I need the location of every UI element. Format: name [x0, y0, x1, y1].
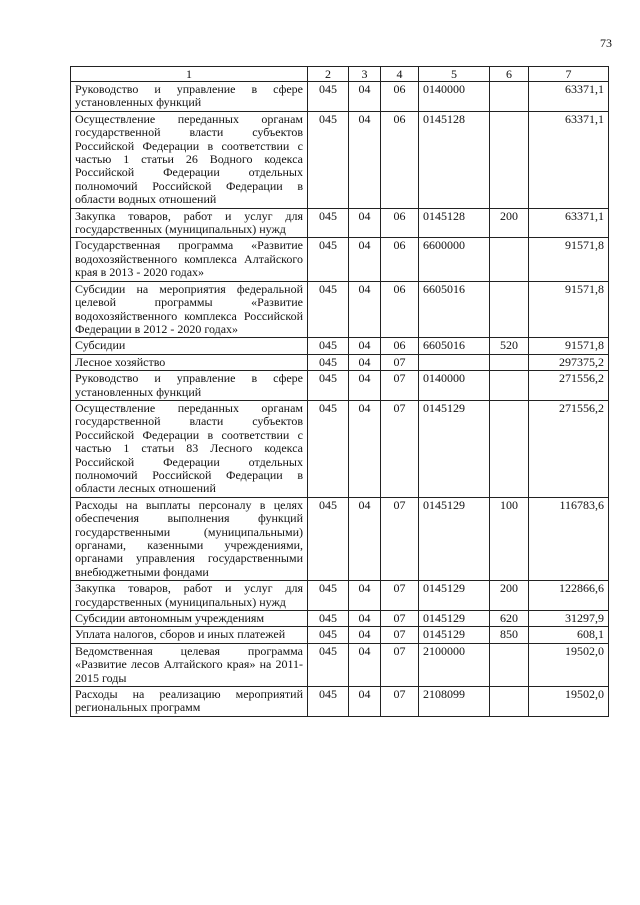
- target-code-cell: 6605016: [419, 281, 490, 338]
- table-row: [71, 238, 609, 281]
- expense-type-cell: [490, 643, 529, 686]
- subsection-code-cell: 07: [381, 687, 419, 717]
- target-code-cell: 0145128: [419, 111, 490, 208]
- table-row: [71, 643, 609, 686]
- expense-type-cell: [490, 82, 529, 112]
- header-cell: 7: [529, 67, 609, 82]
- amount-cell: 19502,0: [529, 643, 609, 686]
- amount-cell: 19502,0: [529, 687, 609, 717]
- target-code-cell: 0145129: [419, 627, 490, 643]
- expense-type-cell: [490, 111, 529, 208]
- amount-cell: 63371,1: [529, 82, 609, 112]
- expense-type-cell: 520: [490, 338, 529, 354]
- target-code-cell: 0145129: [419, 400, 490, 497]
- target-code-cell: 0140000: [419, 371, 490, 401]
- ministry-code-cell: 045: [308, 82, 349, 112]
- header-cell: 6: [490, 67, 529, 82]
- target-code-cell: 6605016: [419, 338, 490, 354]
- target-code-cell: 0145129: [419, 611, 490, 627]
- ministry-code-cell: 045: [308, 371, 349, 401]
- section-code-cell: 04: [349, 238, 381, 281]
- row-name-cell: Расходы на реализацию мероприятий региональных программ: [71, 687, 308, 717]
- ministry-code-cell: 045: [308, 627, 349, 643]
- table-row: [71, 687, 609, 717]
- target-code-cell: 0145129: [419, 497, 490, 580]
- ministry-code-cell: 045: [308, 281, 349, 338]
- section-code-cell: 04: [349, 354, 381, 370]
- subsection-code-cell: 07: [381, 643, 419, 686]
- subsection-code-cell: 07: [381, 400, 419, 497]
- amount-cell: 122866,6: [529, 581, 609, 611]
- ministry-code-cell: 045: [308, 354, 349, 370]
- row-name-cell: Закупка товаров, работ и услуг для государственных (муниципальных) нужд: [71, 208, 308, 238]
- target-code-cell: 0145129: [419, 581, 490, 611]
- table-row: [71, 208, 609, 238]
- header-cell: 1: [71, 67, 308, 82]
- target-code-cell: 0145128: [419, 208, 490, 238]
- section-code-cell: 04: [349, 82, 381, 112]
- subsection-code-cell: 06: [381, 238, 419, 281]
- amount-cell: 63371,1: [529, 208, 609, 238]
- subsection-code-cell: 07: [381, 627, 419, 643]
- amount-cell: 91571,8: [529, 238, 609, 281]
- table-row: [71, 581, 609, 611]
- table-row: [71, 338, 609, 354]
- ministry-code-cell: 045: [308, 400, 349, 497]
- expense-type-cell: [490, 687, 529, 717]
- table-row: [71, 281, 609, 338]
- table-row: [71, 611, 609, 627]
- section-code-cell: 04: [349, 281, 381, 338]
- amount-cell: 91571,8: [529, 338, 609, 354]
- amount-cell: 31297,9: [529, 611, 609, 627]
- expense-type-cell: 100: [490, 497, 529, 580]
- ministry-code-cell: 045: [308, 238, 349, 281]
- table-row: [71, 82, 609, 112]
- section-code-cell: 04: [349, 371, 381, 401]
- expense-type-cell: [490, 400, 529, 497]
- expense-type-cell: [490, 281, 529, 338]
- ministry-code-cell: 045: [308, 497, 349, 580]
- target-code-cell: 2108099: [419, 687, 490, 717]
- table-row: [71, 111, 609, 208]
- row-name-cell: Осуществление переданных органам государственной власти субъектов Российской Федерации в соответствии с частью 1 статьи 26 Водного кодекса Российской Федерации отдельных полномочий Российской Федерации в области водных отношений: [71, 111, 308, 208]
- section-code-cell: 04: [349, 581, 381, 611]
- amount-cell: 608,1: [529, 627, 609, 643]
- target-code-cell: [419, 354, 490, 370]
- row-name-cell: Ведомственная целевая программа «Развитие лесов Алтайского края» на 2011-2015 годы: [71, 643, 308, 686]
- subsection-code-cell: 07: [381, 371, 419, 401]
- row-name-cell: Субсидии на мероприятия федеральной целевой программы «Развитие водохозяйственного комплекса Российской Федерации в 2012 - 2020 годах»: [71, 281, 308, 338]
- expense-type-cell: 620: [490, 611, 529, 627]
- expense-type-cell: 200: [490, 581, 529, 611]
- section-code-cell: 04: [349, 111, 381, 208]
- header-cell: 5: [419, 67, 490, 82]
- ministry-code-cell: 045: [308, 687, 349, 717]
- target-code-cell: 0140000: [419, 82, 490, 112]
- subsection-code-cell: 06: [381, 281, 419, 338]
- page-number: 73: [600, 36, 612, 50]
- expense-type-cell: [490, 371, 529, 401]
- section-code-cell: 04: [349, 208, 381, 238]
- expense-type-cell: 850: [490, 627, 529, 643]
- section-code-cell: 04: [349, 338, 381, 354]
- amount-cell: 297375,2: [529, 354, 609, 370]
- section-code-cell: 04: [349, 627, 381, 643]
- row-name-cell: Субсидии: [71, 338, 308, 354]
- section-code-cell: 04: [349, 400, 381, 497]
- amount-cell: 63371,1: [529, 111, 609, 208]
- subsection-code-cell: 07: [381, 611, 419, 627]
- row-name-cell: Руководство и управление в сфере установленных функций: [71, 371, 308, 401]
- expense-type-cell: [490, 238, 529, 281]
- section-code-cell: 04: [349, 643, 381, 686]
- subsection-code-cell: 07: [381, 497, 419, 580]
- budget-table: [70, 66, 609, 717]
- row-name-cell: Расходы на выплаты персоналу в целях обеспечения выполнения функций государственными (муниципальными) органами, казенными учреждениями, органами управления государственными внебюджетными фондами: [71, 497, 308, 580]
- row-name-cell: Руководство и управление в сфере установленных функций: [71, 82, 308, 112]
- subsection-code-cell: 07: [381, 581, 419, 611]
- ministry-code-cell: 045: [308, 611, 349, 627]
- expense-type-cell: [490, 354, 529, 370]
- header-cell: 2: [308, 67, 349, 82]
- header-row: [71, 67, 609, 82]
- header-cell: 3: [349, 67, 381, 82]
- ministry-code-cell: 045: [308, 643, 349, 686]
- subsection-code-cell: 06: [381, 208, 419, 238]
- section-code-cell: 04: [349, 687, 381, 717]
- expense-type-cell: 200: [490, 208, 529, 238]
- row-name-cell: Субсидии автономным учреждениям: [71, 611, 308, 627]
- ministry-code-cell: 045: [308, 581, 349, 611]
- row-name-cell: Государственная программа «Развитие водохозяйственного комплекса Алтайского края в 2013 - 2020 годах»: [71, 238, 308, 281]
- row-name-cell: Уплата налогов, сборов и иных платежей: [71, 627, 308, 643]
- ministry-code-cell: 045: [308, 338, 349, 354]
- row-name-cell: Закупка товаров, работ и услуг для государственных (муниципальных) нужд: [71, 581, 308, 611]
- amount-cell: 271556,2: [529, 371, 609, 401]
- header-cell: 4: [381, 67, 419, 82]
- section-code-cell: 04: [349, 497, 381, 580]
- amount-cell: 116783,6: [529, 497, 609, 580]
- target-code-cell: 6600000: [419, 238, 490, 281]
- subsection-code-cell: 06: [381, 82, 419, 112]
- row-name-cell: Осуществление переданных органам государственной власти субъектов Российской Федерации в соответствии с частью 1 статьи 83 Лесного кодекса Российской Федерации отдельных полномочий Российской Федерации в области лесных отношений: [71, 400, 308, 497]
- table-row: [71, 627, 609, 643]
- subsection-code-cell: 07: [381, 354, 419, 370]
- table-row: [71, 371, 609, 401]
- subsection-code-cell: 06: [381, 338, 419, 354]
- table-row: [71, 354, 609, 370]
- table-row: [71, 497, 609, 580]
- ministry-code-cell: 045: [308, 111, 349, 208]
- ministry-code-cell: 045: [308, 208, 349, 238]
- table-row: [71, 400, 609, 497]
- section-code-cell: 04: [349, 611, 381, 627]
- row-name-cell: Лесное хозяйство: [71, 354, 308, 370]
- subsection-code-cell: 06: [381, 111, 419, 208]
- amount-cell: 271556,2: [529, 400, 609, 497]
- amount-cell: 91571,8: [529, 281, 609, 338]
- target-code-cell: 2100000: [419, 643, 490, 686]
